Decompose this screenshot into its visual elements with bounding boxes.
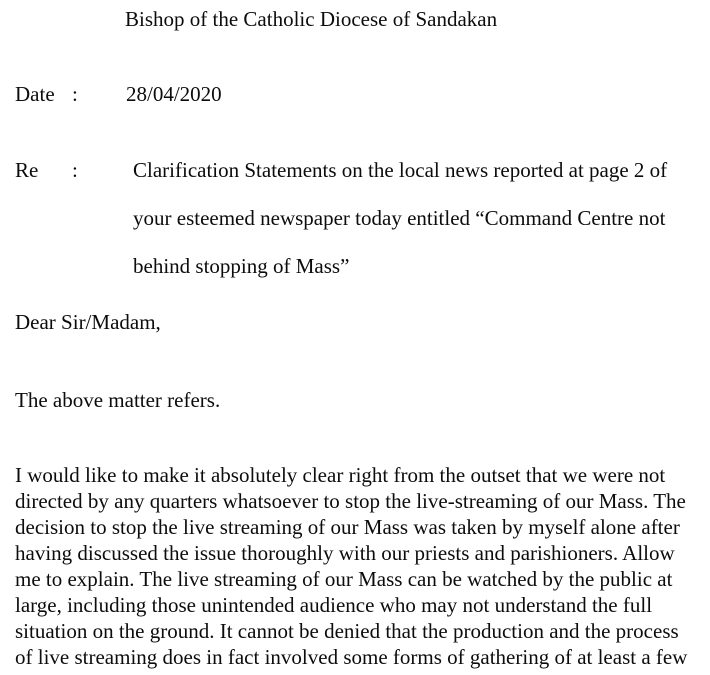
opening-line: The above matter refers. (15, 388, 221, 412)
date-label: Date (15, 82, 55, 106)
subject-line: your esteemed newspaper today entitled “Command Centre not (133, 206, 666, 230)
body-line: decision to stop the live streaming of our Mass was taken by myself alone after (15, 515, 680, 539)
date-value: 28/04/2020 (126, 82, 222, 106)
body-line: I would like to make it absolutely clear right from the outset that we were not (15, 463, 666, 487)
subject-label: Re (15, 158, 39, 182)
body-line: having discussed the issue thoroughly with our priests and parishioners. Allow (15, 541, 675, 565)
letterhead-line: Bishop of the Catholic Diocese of Sandakan (125, 7, 498, 31)
subject-text (133, 146, 693, 290)
body-line: of live streaming does in fact involved some forms of gathering of at least a few (15, 645, 688, 669)
body-line: situation on the ground. It cannot be denied that the production and the process (15, 619, 679, 643)
date-separator: : (72, 82, 78, 106)
subject-line: Clarification Statements on the local news reported at page 2 of (133, 158, 668, 182)
body-line: me to explain. The live streaming of our Mass can be watched by the public at (15, 567, 673, 591)
body-line: large, including those unintended audience who may not understand the full (15, 593, 653, 617)
subject-line: behind stopping of Mass” (133, 254, 350, 278)
body-line: directed by any quarters whatsoever to stop the live-streaming of our Mass. The (15, 489, 686, 513)
body-paragraph (15, 462, 707, 670)
salutation: Dear Sir/Madam, (15, 310, 161, 334)
subject-separator: : (72, 158, 78, 182)
